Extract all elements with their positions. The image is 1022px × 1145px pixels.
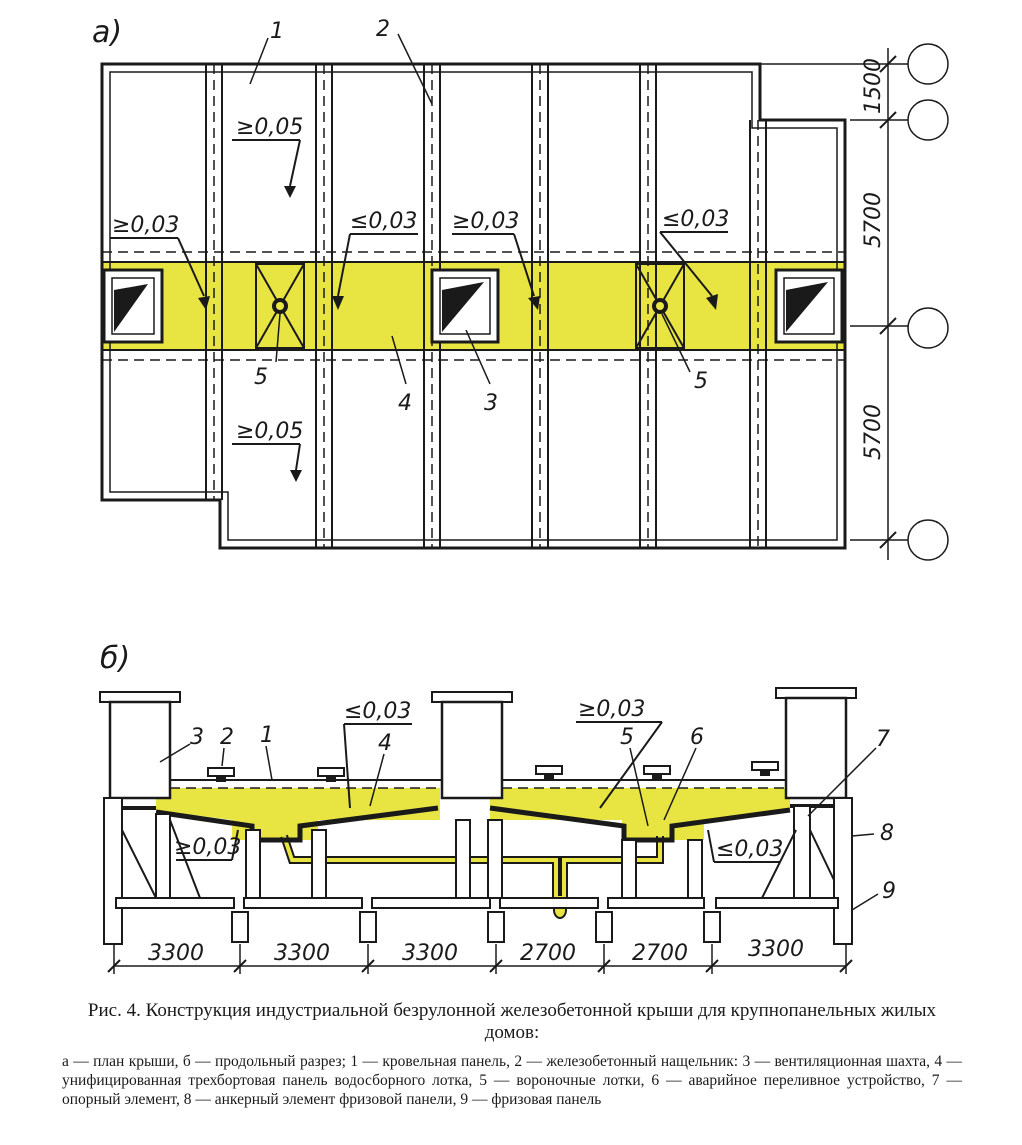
plan-slope-3: ≥0,03 xyxy=(452,209,520,234)
roof-section xyxy=(100,641,896,974)
section-callout-2: 1 xyxy=(260,723,274,748)
section-callout-1: 2 xyxy=(220,725,234,750)
caption-legend: а — план крыши, б — продольный разрез; 1 — кровельная панель, 2 — железобетонный нащельник: 3 — вентиляционная шахта, 4 — унифицированная трехбортовая панель водосборного лотка, 5 — вороночные лотки, 6 — аварийное переливное устройство, 7 — опорный элемент, 8 — анкерный элемент фризовой панели, 9 — фризовая панель xyxy=(62,1053,962,1108)
section-slope-0: ≤0,03 xyxy=(344,699,412,724)
section-shafts xyxy=(100,688,856,798)
plan-callout-1: 2 xyxy=(376,17,390,42)
section-callout-3: 4 xyxy=(378,731,392,756)
plan-slope-5: ≥0,05 xyxy=(236,419,304,444)
plan-slope-0: ≥0,05 xyxy=(236,115,304,140)
plan-callout-0: 1 xyxy=(270,19,284,44)
floor-slab xyxy=(116,898,838,942)
section-callout-8: 9 xyxy=(882,879,896,904)
drain-pipe-outline xyxy=(284,836,660,898)
section-callout-6: 7 xyxy=(876,727,890,752)
section-dimension-chain xyxy=(108,944,852,974)
plan-slope-4: ≤0,03 xyxy=(662,207,730,232)
plan-dim-0: 1500 xyxy=(861,58,886,114)
section-slope-2: ≥0,03 xyxy=(174,835,242,860)
plan-callout-2: 3 xyxy=(484,391,498,416)
section-slope-1: ≥0,03 xyxy=(578,697,646,722)
section-letter: б) xyxy=(100,641,131,676)
section-dim-4: 2700 xyxy=(632,941,688,966)
section-callout-0: 3 xyxy=(190,725,204,750)
plan-callout-4: 5 xyxy=(254,365,268,390)
section-dim-5: 3300 xyxy=(748,937,804,962)
section-slope-3: ≤0,03 xyxy=(716,837,784,862)
plan-callout-5: 5 xyxy=(694,369,708,394)
section-dim-0: 3300 xyxy=(148,941,204,966)
section-dim-2: 3300 xyxy=(402,941,458,966)
drain-pipe xyxy=(284,836,660,898)
section-dim-1: 3300 xyxy=(274,941,330,966)
section-callout-7: 8 xyxy=(880,821,894,846)
roof-plan xyxy=(92,15,948,560)
plan-slope-2: ≤0,03 xyxy=(350,209,418,234)
figure-caption xyxy=(62,1000,962,1109)
plan-letter: а) xyxy=(92,15,123,50)
plan-slope-1: ≥0,03 xyxy=(112,213,180,238)
plan-dim-2: 5700 xyxy=(861,404,886,460)
plan-callout-3: 4 xyxy=(398,391,412,416)
plan-dim-1: 5700 xyxy=(861,192,886,248)
section-dim-3: 2700 xyxy=(520,941,576,966)
section-callout-5: 6 xyxy=(690,725,704,750)
section-callout-4: 5 xyxy=(620,725,634,750)
caption-title: Рис. 4. Конструкция индустриальной безрулонной железобетонной крыши для крупнопанельных жилых домов: xyxy=(87,1000,937,1043)
